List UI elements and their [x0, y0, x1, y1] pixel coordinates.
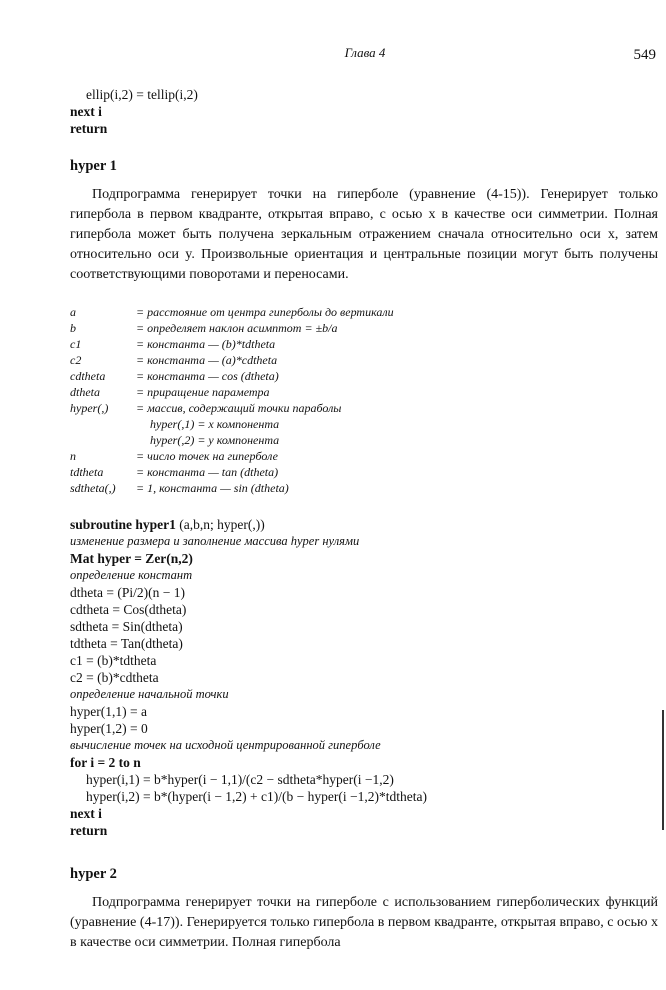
page-number: 549 [633, 47, 656, 63]
var-desc: = расстояние от центра гиперболы до вертикали [136, 305, 394, 319]
var-name: hyper(,) [70, 401, 109, 415]
hyper1-description [70, 185, 658, 285]
code-line: for i = 2 to n [70, 755, 141, 770]
var-desc: = константа — (b)*tdtheta [136, 337, 276, 351]
margin-mark [662, 710, 664, 830]
code-comment: изменение размера и заполнение массива hyper нулями [70, 534, 360, 548]
paragraph-text: Подпрограмма генерирует точки на гиперболе (уравнение (4-15)). Генерирует только гипербола в первом квадранте, открытая вправо, с осью x в качестве оси симметрии. Полная гипербола может быть получена зеркальным отражением сначала относительно оси x, затем относительно оси y. Произвольные ориентация и центральные позиции могут быть получены соответствующими поворотами и переносами. [70, 187, 658, 282]
variable-row [70, 400, 658, 416]
var-desc: = определяет наклон асимптот = ±b/a [136, 321, 338, 335]
var-desc: = константа — tan (dtheta) [136, 465, 279, 479]
variable-row [70, 320, 658, 336]
code-line: hyper(i,1) = b*hyper(i − 1,1)/(c2 − sdtheta*hyper(i −1,2) [86, 772, 394, 787]
var-subdesc: hyper(,2) = y компонента [150, 433, 280, 447]
code-line: tdtheta = Tan(dtheta) [70, 636, 183, 651]
code-line: Mat hyper = Zer(n,2) [70, 551, 193, 566]
variable-row [70, 336, 658, 352]
code-line: hyper(i,2) = b*(hyper(i − 1,2) + c1)/(b − hyper(i −1,2)*tdtheta) [86, 789, 427, 804]
code-comment: определение начальной точки [70, 687, 229, 701]
var-name: dtheta [70, 385, 100, 399]
section-heading-hyper1: hyper 1 [70, 158, 117, 174]
variable-row [70, 448, 658, 464]
var-desc: = приращение параметра [136, 385, 270, 399]
var-desc: = число точек на гиперболе [136, 449, 278, 463]
variable-row [70, 352, 658, 368]
variable-row [70, 480, 658, 496]
var-desc: = 1, константа — sin (dtheta) [136, 481, 289, 495]
code-comment: вычисление точек на исходной центрированной гиперболе [70, 738, 381, 752]
variable-row [70, 304, 658, 320]
variable-subrow [70, 416, 658, 432]
code-line: return [70, 823, 108, 838]
var-desc: = константа — (a)*cdtheta [136, 353, 278, 367]
variable-row [70, 368, 658, 384]
code-line: dtheta = (Pi/2)(n − 1) [70, 585, 185, 600]
var-name: a [70, 305, 76, 319]
code-line: c1 = (b)*tdtheta [70, 653, 157, 668]
var-name: c1 [70, 337, 82, 351]
code-line: hyper(1,1) = a [70, 704, 147, 719]
var-name: sdtheta(,) [70, 481, 116, 495]
code-line: cdtheta = Cos(dtheta) [70, 602, 187, 617]
top-code-block [70, 86, 658, 137]
paragraph-text: Подпрограмма генерирует точки на гиперболе с использованием гиперболических функций (уравнение (4-17)). Генерируется только гипербола в первом квадранте, открытая вправо, с осью x в качестве оси симметрии. Полная гипербола [70, 895, 658, 950]
code-line: sdtheta = Sin(dtheta) [70, 619, 183, 634]
code-line: return [70, 121, 108, 136]
var-name: b [70, 321, 76, 335]
var-desc: = массив, содержащий точки параболы [136, 401, 342, 415]
var-name: n [70, 449, 76, 463]
var-subdesc: hyper(,1) = x компонента [150, 417, 280, 431]
chapter-header: Глава 4 [344, 45, 386, 60]
hyper1-code-block [70, 516, 658, 839]
subroutine-signature: subroutine hyper1 (a,b,n; hyper(,)) [70, 517, 265, 532]
code-line: hyper(1,2) = 0 [70, 721, 148, 736]
var-desc: = константа — cos (dtheta) [136, 369, 279, 383]
var-name: tdtheta [70, 465, 104, 479]
code-line: c2 = (b)*cdtheta [70, 670, 159, 685]
variable-row [70, 464, 658, 480]
code-line: next i [70, 104, 102, 119]
code-comment: определение констант [70, 568, 193, 582]
variable-row [70, 384, 658, 400]
code-line: ellip(i,2) = tellip(i,2) [86, 87, 198, 102]
variable-subrow [70, 432, 658, 448]
hyper2-description [70, 893, 658, 953]
code-line: next i [70, 806, 102, 821]
variable-table [70, 304, 658, 496]
var-name: cdtheta [70, 369, 106, 383]
section-heading-hyper2: hyper 2 [70, 866, 117, 882]
var-name: c2 [70, 353, 82, 367]
